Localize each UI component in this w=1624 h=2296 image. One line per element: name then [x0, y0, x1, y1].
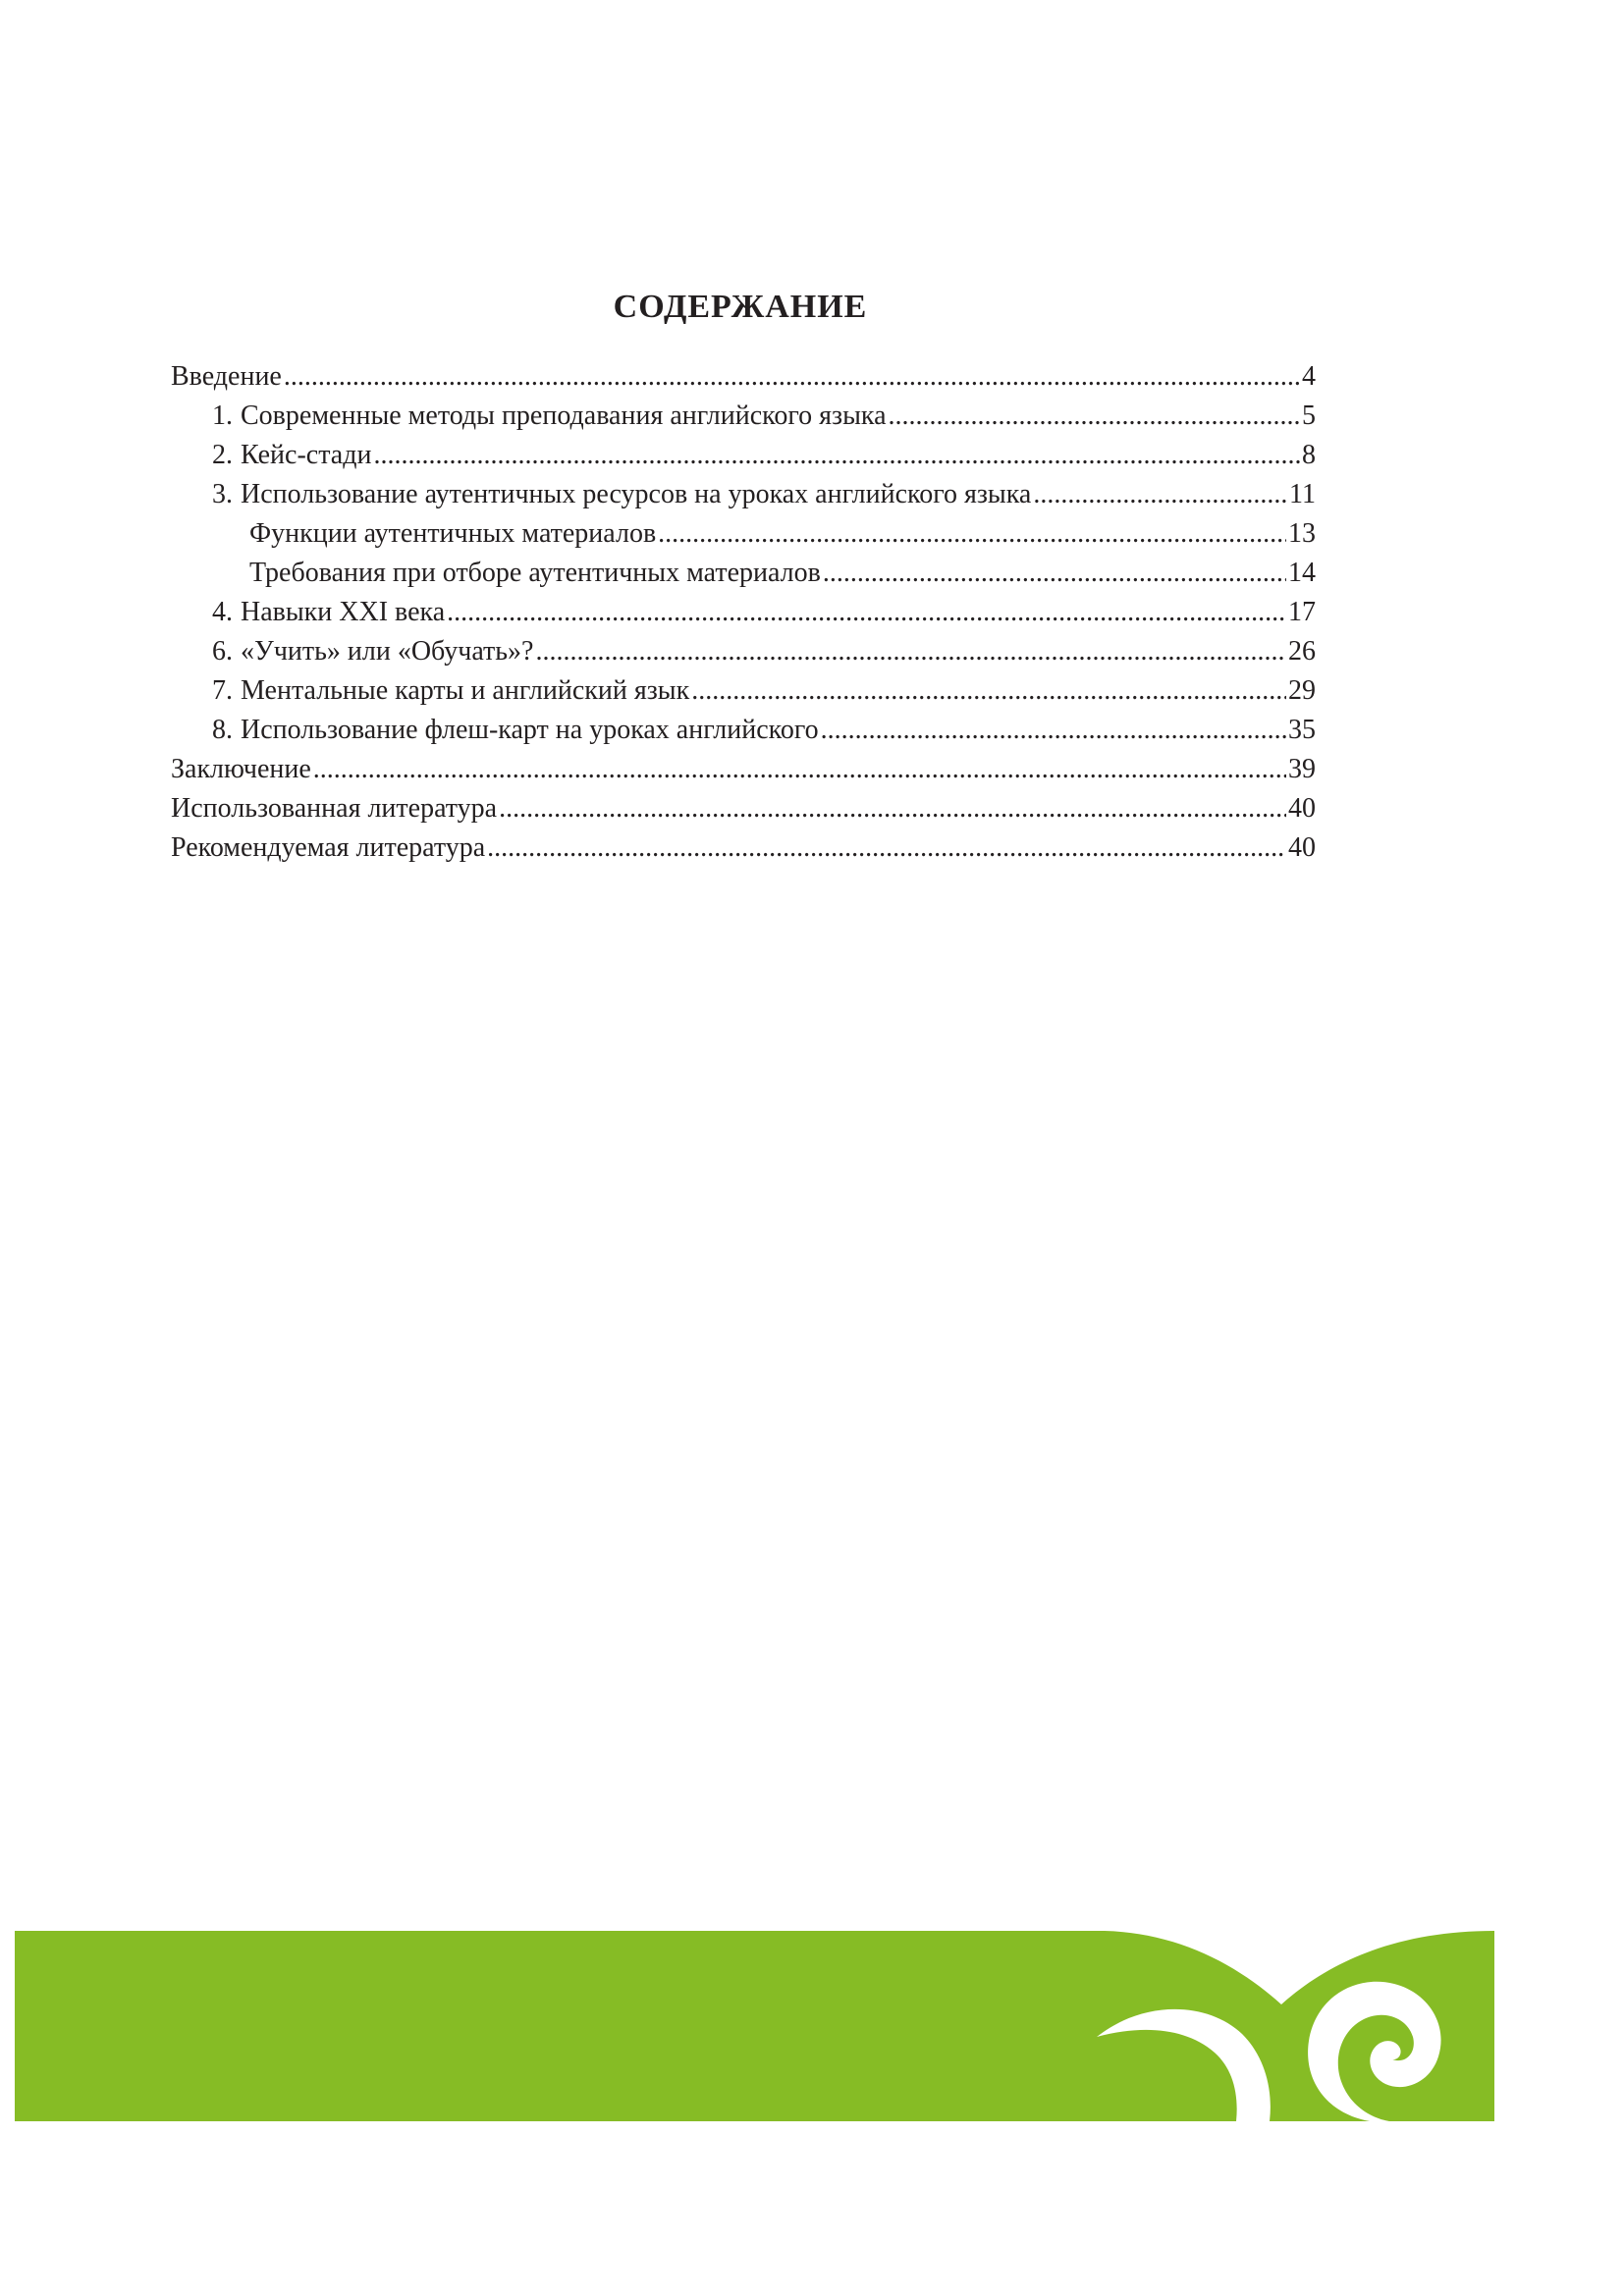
toc-label: Требования при отборе аутентичных материалов: [249, 558, 821, 588]
toc-entry[interactable]: [171, 397, 1316, 436]
toc-number: 7.: [212, 675, 233, 706]
dot-leader: [373, 436, 1300, 475]
toc-label: «Учить» или «Обучать»?: [241, 636, 534, 667]
toc-label: Функции аутентичных материалов: [249, 518, 657, 549]
dot-leader: [535, 632, 1286, 671]
toc-label: Ментальные карты и английский язык: [241, 675, 690, 706]
toc-label: Использование флеш-карт на уроках английского: [241, 715, 819, 745]
toc-page-number: 11: [1289, 479, 1316, 509]
toc-entry[interactable]: [171, 357, 1316, 397]
dot-leader: [691, 671, 1286, 711]
toc-number: 8.: [212, 715, 233, 745]
toc-page-number: 4: [1302, 361, 1316, 392]
dot-leader: [447, 593, 1286, 632]
toc-label: Заключение: [171, 754, 311, 784]
green-footer-band: [15, 1931, 1494, 2121]
toc-entry[interactable]: [171, 828, 1316, 868]
toc-entry[interactable]: [171, 711, 1316, 750]
dot-leader: [487, 828, 1286, 868]
table-of-contents: [171, 357, 1316, 868]
dot-leader: [284, 357, 1300, 397]
toc-entry[interactable]: [171, 554, 1316, 593]
toc-entry[interactable]: [171, 632, 1316, 671]
toc-number: 4.: [212, 597, 233, 627]
toc-number: 2.: [212, 440, 233, 470]
toc-page-number: 13: [1288, 518, 1316, 549]
dot-leader: [821, 711, 1286, 750]
toc-page-number: 35: [1288, 715, 1316, 745]
toc-number: 1.: [212, 400, 233, 431]
toc-page-number: 26: [1288, 636, 1316, 667]
dot-leader: [1033, 475, 1287, 514]
toc-page-number: 5: [1302, 400, 1316, 431]
toc-entry[interactable]: [171, 514, 1316, 554]
dot-leader: [823, 554, 1286, 593]
toc-page-number: 40: [1288, 832, 1316, 863]
toc-entry[interactable]: [171, 750, 1316, 789]
toc-label: Введение: [171, 361, 282, 392]
dot-leader: [313, 750, 1286, 789]
toc-entry[interactable]: [171, 789, 1316, 828]
toc-label: Рекомендуемая литература: [171, 832, 486, 863]
toc-entry[interactable]: [171, 436, 1316, 475]
toc-page-number: 40: [1288, 793, 1316, 824]
toc-page-number: 17: [1288, 597, 1316, 627]
toc-entry[interactable]: [171, 475, 1316, 514]
dot-leader: [499, 789, 1286, 828]
toc-label: Кейс-стади: [241, 440, 372, 470]
toc-label: Использованная литература: [171, 793, 498, 824]
toc-page-number: 39: [1288, 754, 1316, 784]
toc-page-number: 8: [1302, 440, 1316, 470]
toc-page-number: 14: [1288, 558, 1316, 588]
toc-label: Навыки XXI века: [241, 597, 446, 627]
toc-label: Современные методы преподавания английского языка: [241, 400, 887, 431]
toc-label: Использование аутентичных ресурсов на уроках английского языка: [241, 479, 1032, 509]
toc-number: 3.: [212, 479, 233, 509]
dot-leader: [658, 514, 1286, 554]
toc-page-number: 29: [1288, 675, 1316, 706]
dot-leader: [889, 397, 1300, 436]
band-shape: [15, 1931, 1494, 2121]
toc-entry[interactable]: [171, 671, 1316, 711]
page-title: СОДЕРЖАНИЕ: [613, 289, 868, 325]
toc-number: 6.: [212, 636, 233, 667]
toc-entry[interactable]: [171, 593, 1316, 632]
